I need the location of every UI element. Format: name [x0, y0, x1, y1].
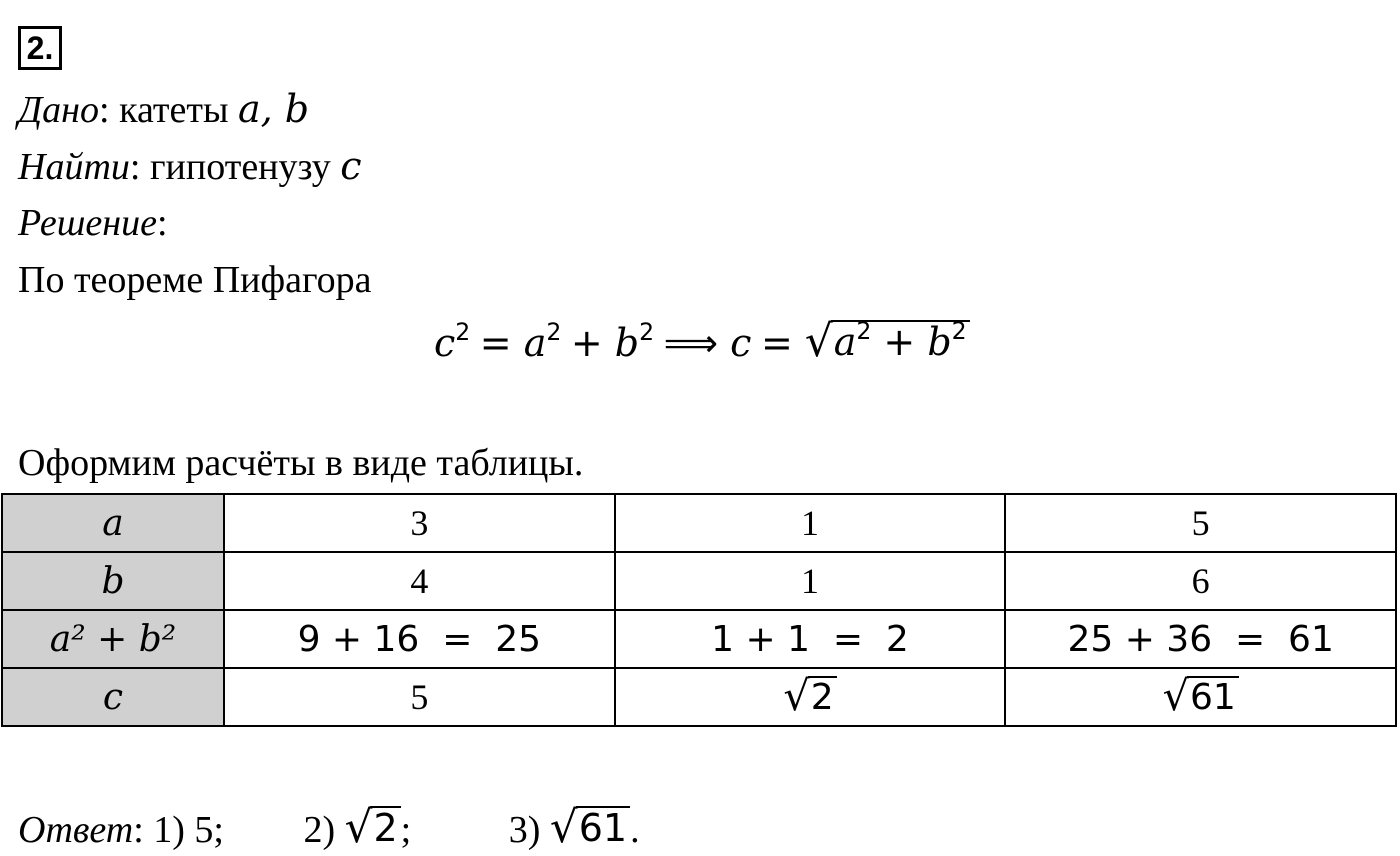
cell-c-3-value: 61	[1187, 676, 1239, 718]
solution-line: Решение:	[18, 202, 168, 244]
table-row-a	[2, 494, 1396, 552]
answer-line: Ответ: 1) 5; 2) √ 2 ; 3) √ 61 .	[18, 802, 640, 853]
cell-a-2: 1	[615, 494, 1006, 552]
row-label-a: a	[2, 494, 224, 552]
sqrt-symbol: √ 61	[550, 806, 630, 850]
cell-sum-3: 25 + 36 = 61	[1005, 610, 1396, 668]
table-row-sum	[2, 610, 1396, 668]
task-number-box	[18, 26, 62, 70]
sqrt-symbol: √ $a^2 + b^2$	[805, 320, 970, 365]
cell-c-2-value: 2	[808, 676, 837, 718]
cell-c-1: 5	[224, 668, 615, 726]
answer-1-prefix: 1)	[153, 809, 185, 851]
cell-sum-1: 9 + 16 = 25	[224, 610, 615, 668]
answer-label: Ответ	[18, 809, 134, 851]
task-number: 2.	[26, 29, 54, 66]
cell-c-2	[615, 668, 1006, 726]
find-label: Найти	[18, 146, 130, 188]
answer-3-value: 61	[576, 806, 630, 850]
answer-3-prefix: 3)	[508, 809, 541, 851]
pythagoras-formula: $c^2 = a^2 + b^2$ ⟹ c = √ $a^2 + b^2$	[434, 320, 970, 366]
solution-intro: По теореме Пифагора	[18, 259, 372, 301]
row-label-b: b	[2, 552, 224, 610]
sqrt-symbol: √ 2	[345, 806, 401, 850]
find-text: гипотенузу	[149, 146, 331, 188]
answer-2-prefix: 2)	[303, 809, 336, 851]
given-vars: a, b	[237, 87, 310, 131]
find-var: c	[340, 144, 362, 188]
cell-sum-2: 1 + 1 = 2	[615, 610, 1006, 668]
cell-c-3	[1005, 668, 1396, 726]
table-row-b	[2, 552, 1396, 610]
row-label-sum: a² + b²	[2, 610, 224, 668]
find-line: Найти: гипотенузу c	[18, 144, 362, 188]
cell-b-3: 6	[1005, 552, 1396, 610]
sqrt-symbol: √ 2	[783, 676, 836, 718]
calculation-table	[1, 493, 1397, 727]
given-text: катеты	[119, 89, 229, 131]
answer-1-value: 5	[194, 809, 214, 851]
solution-label: Решение	[18, 202, 157, 244]
table-row-c	[2, 668, 1396, 726]
answer-2-value: 2	[370, 806, 400, 850]
cell-a-3: 5	[1005, 494, 1396, 552]
cell-b-2: 1	[615, 552, 1006, 610]
sqrt-symbol: √ 61	[1163, 676, 1239, 718]
cell-a-1: 3	[224, 494, 615, 552]
given-label: Дано	[18, 89, 100, 131]
table-intro: Оформим расчёты в виде таблицы.	[18, 442, 584, 484]
given-line: Дано: катеты a, b	[18, 87, 310, 131]
cell-b-1: 4	[224, 552, 615, 610]
row-label-c: c	[2, 668, 224, 726]
